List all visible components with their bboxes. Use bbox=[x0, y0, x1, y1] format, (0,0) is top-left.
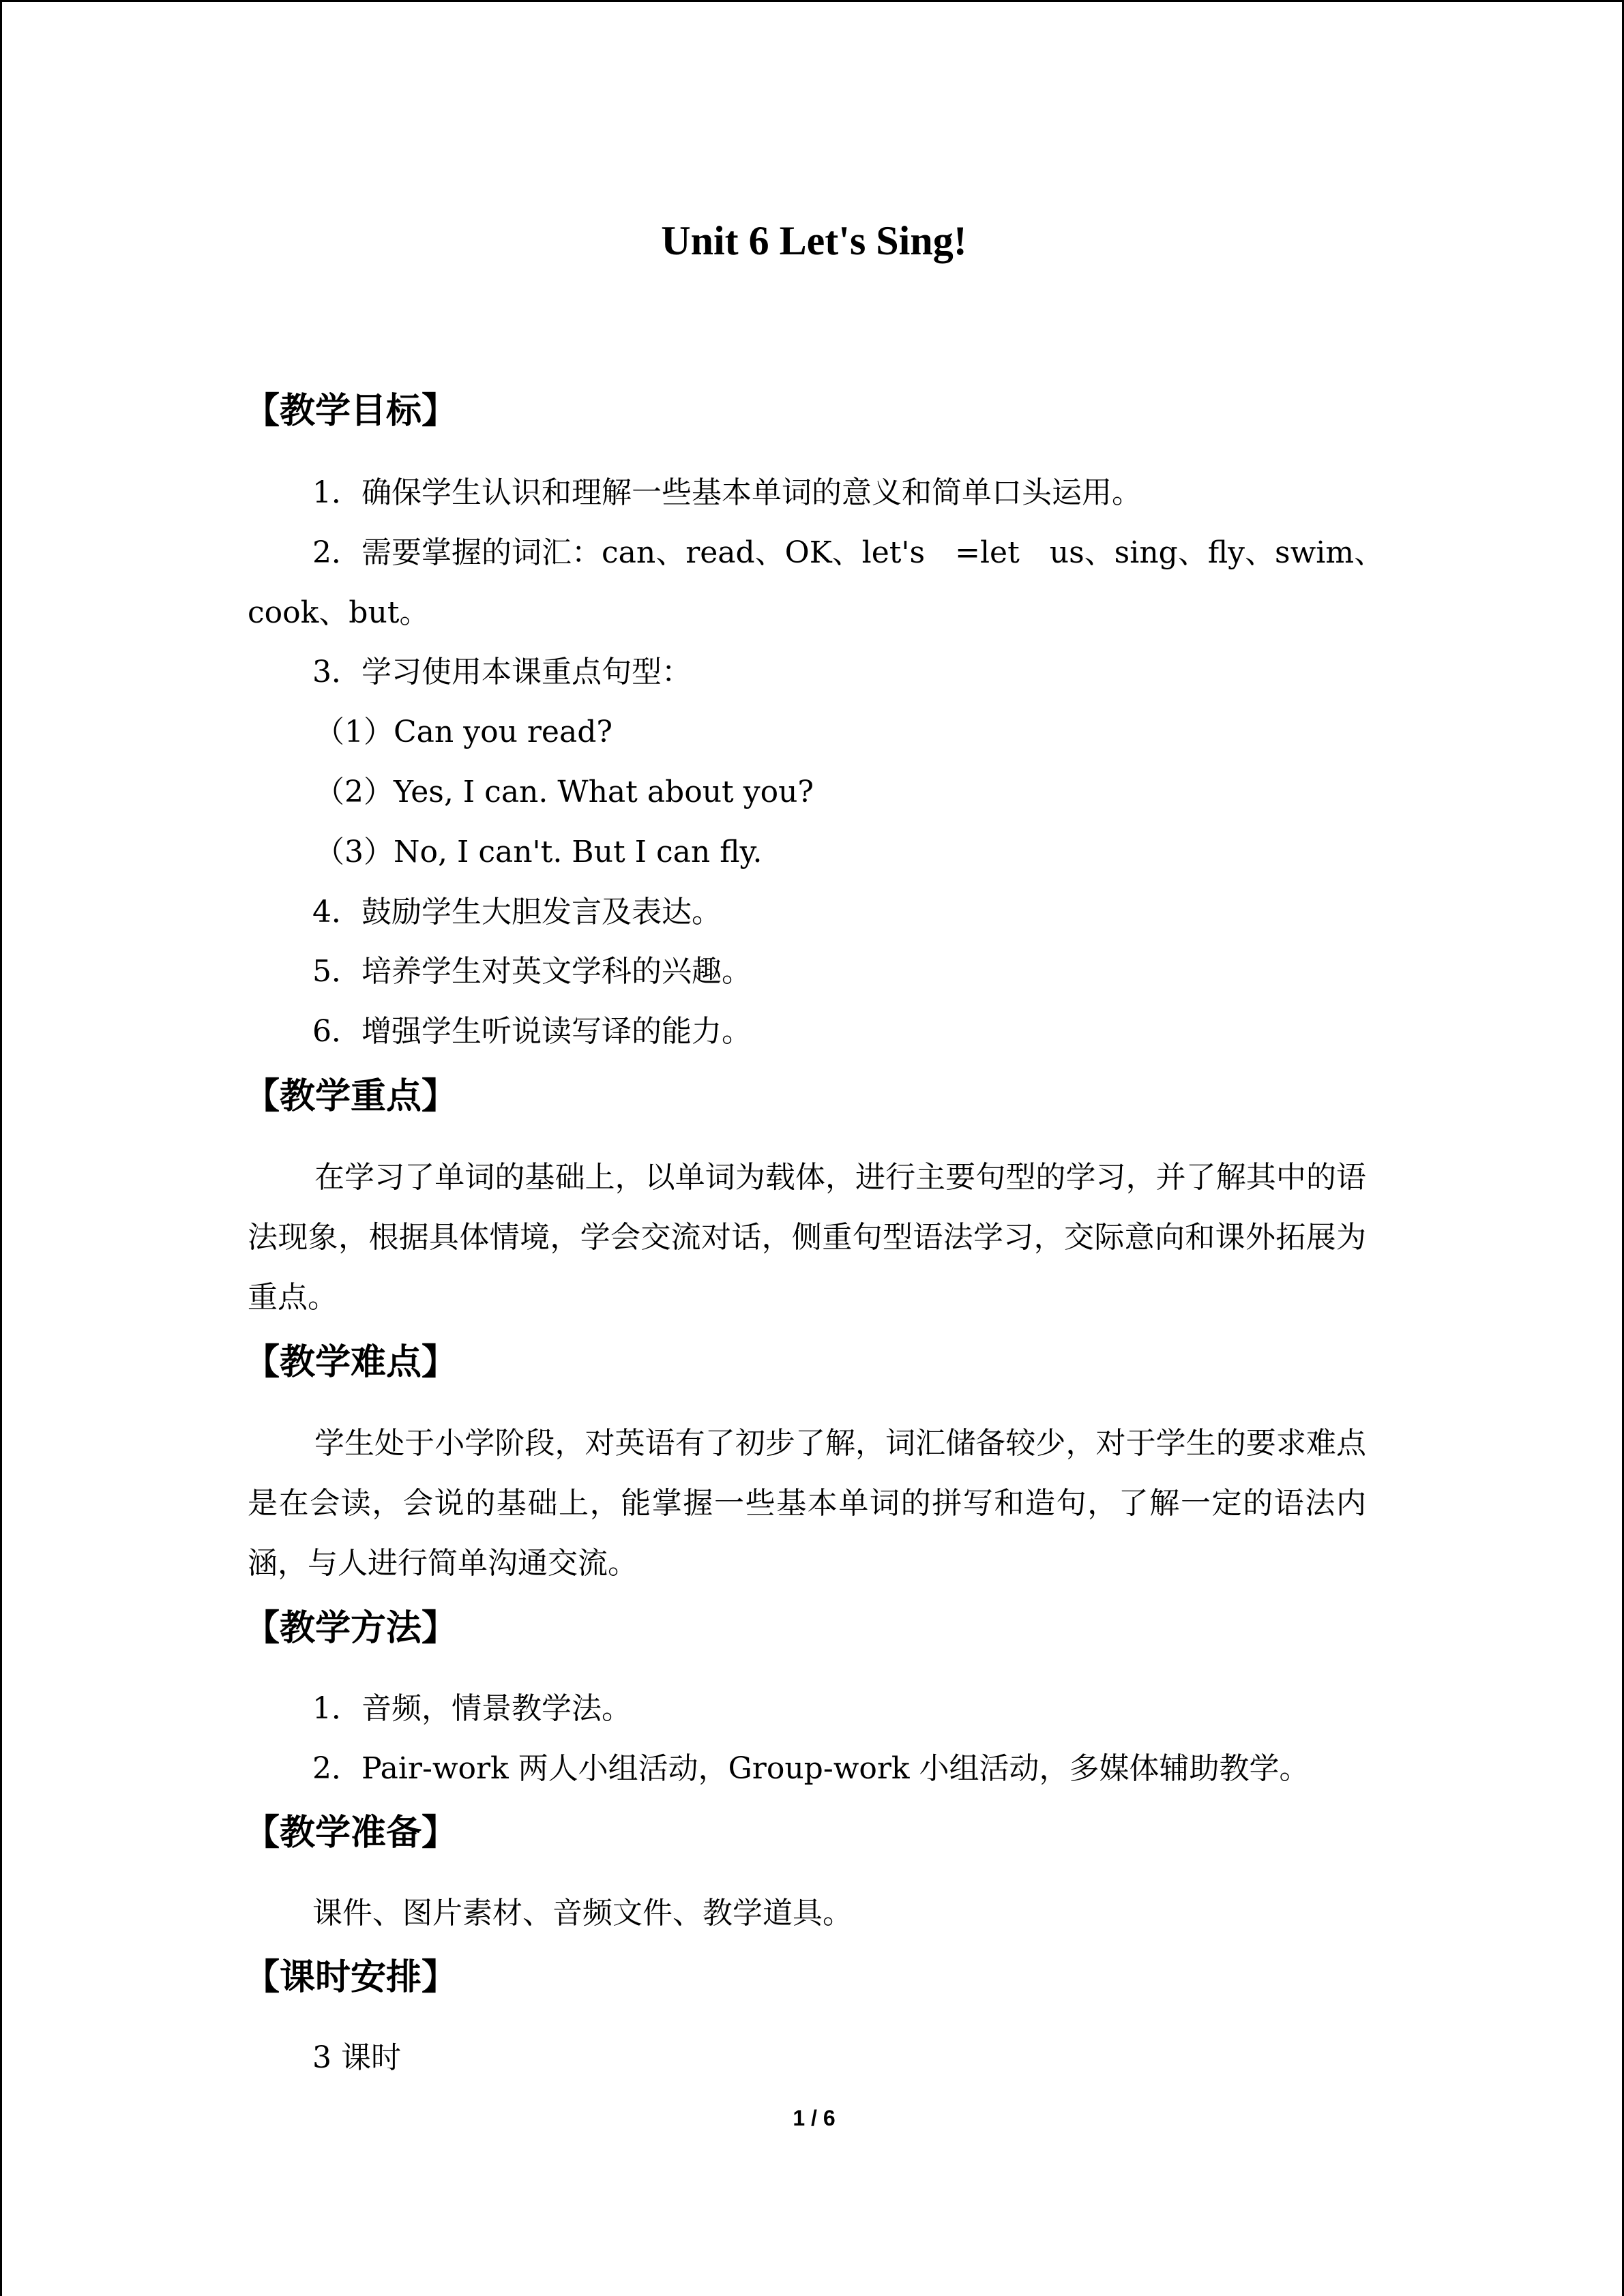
objective-item-2-line-2: cook、but。 bbox=[248, 595, 430, 630]
schedule-heading: 【课时安排】 bbox=[244, 1957, 458, 1998]
key-sentence-1: （1）Can you read? bbox=[314, 715, 612, 749]
key-points-text: 在学习了单词的基础上，以单词为载体，进行主要句型的学习，并了解其中的语法现象，根据具体情境，学会交流对话，侧重句型语法学习，交际意向和课外拓展为重点。 bbox=[248, 1160, 1366, 1315]
key-sentence-2: （2）Yes, I can. What about you? bbox=[314, 775, 814, 809]
objective-item-4: 4．鼓励学生大胆发言及表达。 bbox=[312, 895, 722, 929]
difficulties-text: 学生处于小学阶段，对英语有了初步了解，词汇储备较少，对于学生的要求难点是在会读，会说的基础上，能掌握一些基本单词的拼写和造句，了解一定的语法内涵，与人进行简单沟通交流。 bbox=[248, 1426, 1366, 1581]
method-item-1: 1．音频，情景教学法。 bbox=[312, 1691, 632, 1726]
document-title: Unit 6 Let's Sing! bbox=[661, 218, 967, 263]
objective-item-5: 5．培养学生对英文学科的兴趣。 bbox=[312, 954, 752, 989]
schedule-text: 3 课时 bbox=[312, 2040, 401, 2075]
key-points-heading: 【教学重点】 bbox=[244, 1076, 458, 1117]
objective-item-6: 6．增强学生听说读写译的能力。 bbox=[312, 1014, 752, 1049]
method-item-2: 2．Pair-work 两人小组活动，Group-work 小组活动，多媒体辅助教学。 bbox=[312, 1751, 1310, 1786]
objective-item-2-line-1: 2．需要掌握的词汇：can、read、OK、let's =let us、sing、fly、swim、 bbox=[312, 535, 1385, 570]
objective-item-3: 3．学习使用本课重点句型： bbox=[312, 655, 692, 689]
preparation-text: 课件、图片素材、音频文件、教学道具。 bbox=[312, 1896, 853, 1930]
objective-item-1: 1．确保学生认识和理解一些基本单词的意义和简单口头运用。 bbox=[312, 475, 1142, 510]
methods-heading: 【教学方法】 bbox=[244, 1608, 458, 1649]
preparation-heading: 【教学准备】 bbox=[244, 1813, 458, 1853]
objectives-heading: 【教学目标】 bbox=[244, 391, 458, 432]
difficulties-heading: 【教学难点】 bbox=[244, 1342, 458, 1383]
page-number: 1 / 6 bbox=[793, 2106, 836, 2130]
key-sentence-3: （3）No, I can't. But I can fly. bbox=[314, 835, 763, 869]
